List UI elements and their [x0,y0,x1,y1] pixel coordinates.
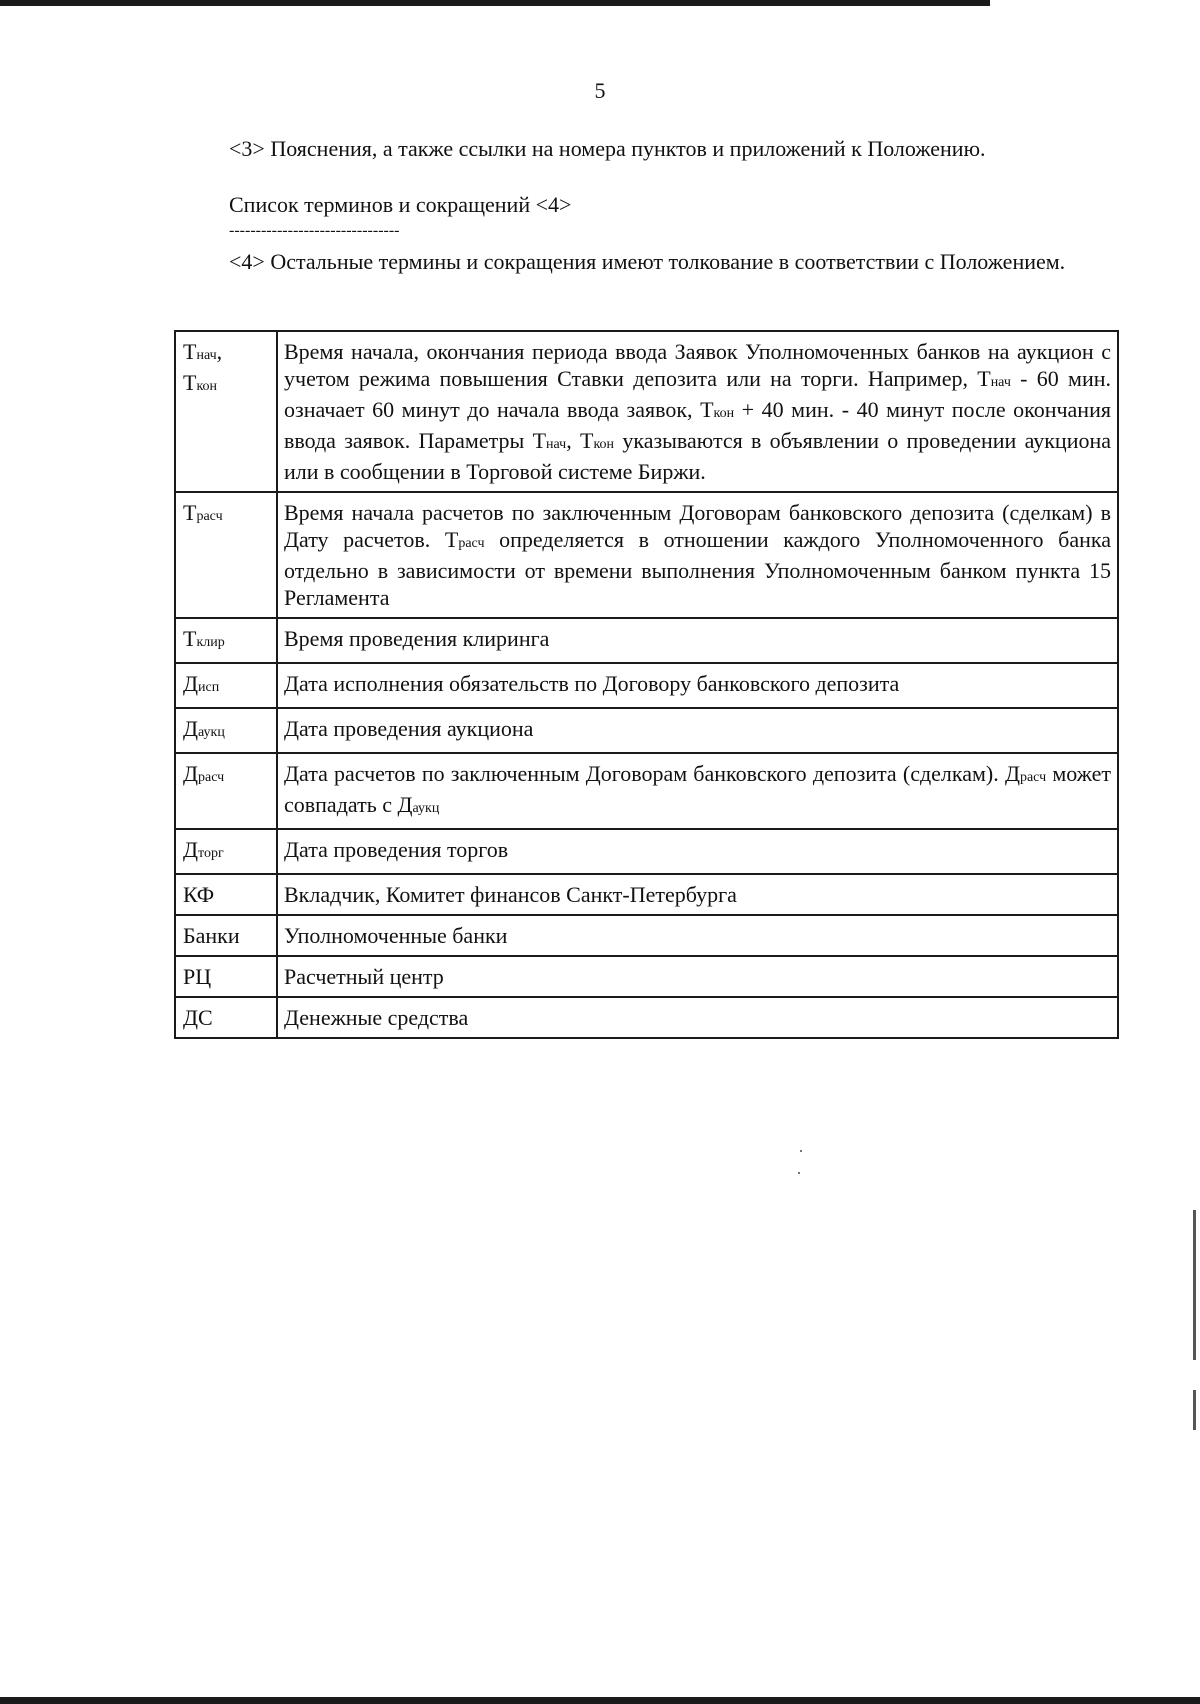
page-number: 5 [594,78,606,103]
term-base: Д [183,837,199,862]
scan-edge-top [0,0,990,6]
scan-margin-mark [1193,1210,1196,1360]
term-subscript: расч [196,509,223,524]
inline-term-base: Т [580,428,594,453]
table-row [175,708,1118,753]
definition-text: Время начала, окончания периода ввода Заявок Уполномоченных банков на аукцион с учетом режима повышения Ставки депозита или на торги. Например, [284,339,1111,391]
term-base: Т [183,500,197,525]
terms-table [174,330,1119,1039]
definition-cell: Дата проведения аукциона [277,708,1118,753]
definition-cell: Денежные средства [277,997,1118,1038]
term-cell [175,829,277,874]
note-3: <3> Пояснения, а также ссылки на номера пунктов и приложений к Положению. [229,136,986,161]
term-cell: ДС [175,997,277,1038]
definition-text: - 60 мин. означает 60 минут до начала ввода заявок, [284,366,1111,422]
term-cell [175,331,277,492]
term-cell [175,618,277,663]
term-subscript: торг [198,846,224,861]
term-cell: РЦ [175,956,277,997]
table-row [175,915,1118,956]
table-row [175,829,1118,874]
inline-term-subscript: кон [593,437,615,452]
definition-cell: Дата исполнения обязательств по Договору банковского депозита [277,663,1118,708]
term-base: Д [183,671,199,696]
definition-text: + 40 мин. - 40 минут после окончания ввода заявок. Параметры [284,397,1111,453]
term-base: Т [183,370,197,395]
definition-cell: Вкладчик, Комитет финансов Санкт-Петербурга [277,874,1118,915]
term-cell [175,492,277,618]
term-subscript: расч [198,770,225,785]
inline-term-subscript: нач [546,437,567,452]
scan-margin-mark [1193,1390,1196,1430]
term-cell: КФ [175,874,277,915]
inline-term-base: Т [700,397,714,422]
term-base: Д [183,761,199,786]
table-row [175,753,1118,829]
inline-term-base: Т [444,527,459,552]
inline-term-subscript: кон [713,406,735,421]
definition-text: может совпадать с [284,761,1111,817]
term-separator: , [216,339,223,364]
scan-edge-bottom [0,1697,1200,1704]
terms-list-title: Список терминов и сокращений <4> [229,192,572,217]
definition-text: Время начала расчетов по заключенным Договорам банковского депозита (сделкам) в Дату расчетов. [284,500,1111,552]
table-row [175,956,1118,997]
term-base: Т [183,339,197,364]
inline-term-subscript: аукц [412,801,440,816]
inline-term-subscript: расч [1019,770,1047,785]
term-subscript: кон [196,379,218,394]
table-row [175,874,1118,915]
inline-term-base: Т [977,366,991,391]
definition-cell [277,331,1118,492]
footnote-separator: -------------------------------- [229,222,400,239]
table-row [175,663,1118,708]
table-row [175,997,1118,1038]
definition-cell [277,492,1118,618]
inline-term-base: Д [1004,761,1020,786]
term-cell [175,663,277,708]
definition-cell: Расчетный центр [277,956,1118,997]
term-cell [175,708,277,753]
term-subscript: клир [196,635,225,650]
term-subscript: аукц [198,725,225,740]
definition-cell: Дата проведения торгов [277,829,1118,874]
term-subscript: нач [196,348,217,363]
table-row [175,492,1118,618]
scan-speck [800,1150,802,1152]
definition-text: Дата расчетов по заключенным Договорам банковского депозита (сделкам). [284,761,1005,786]
term-cell [175,753,277,829]
inline-term-subscript: расч [458,536,485,551]
table-row [175,618,1118,663]
definition-cell [277,753,1118,829]
inline-term-subscript: нач [990,375,1011,390]
definition-cell: Время проведения клиринга [277,618,1118,663]
table-row [175,331,1118,492]
term-base: Т [183,626,197,651]
definition-cell: Уполномоченные банки [277,915,1118,956]
note-4: <4> Остальные термины и сокращения имеют толкование в соответствии с Положением. [229,249,1066,274]
definition-text: , [566,428,581,453]
inline-term-base: Д [397,792,413,817]
term-subscript: исп [198,680,220,695]
term-cell: Банки [175,915,277,956]
definition-text: указываются в объявлении о проведении аукциона или в сообщении в Торговой системе Биржи. [284,428,1112,484]
scan-speck [798,1172,800,1174]
inline-term-base: Т [532,428,547,453]
term-base: Д [183,716,199,741]
definition-text: определяется в отношении каждого Уполномоченного банка отдельно в зависимости от времени выполнения Уполномоченным банком пункта 15 Регламента [284,527,1112,610]
